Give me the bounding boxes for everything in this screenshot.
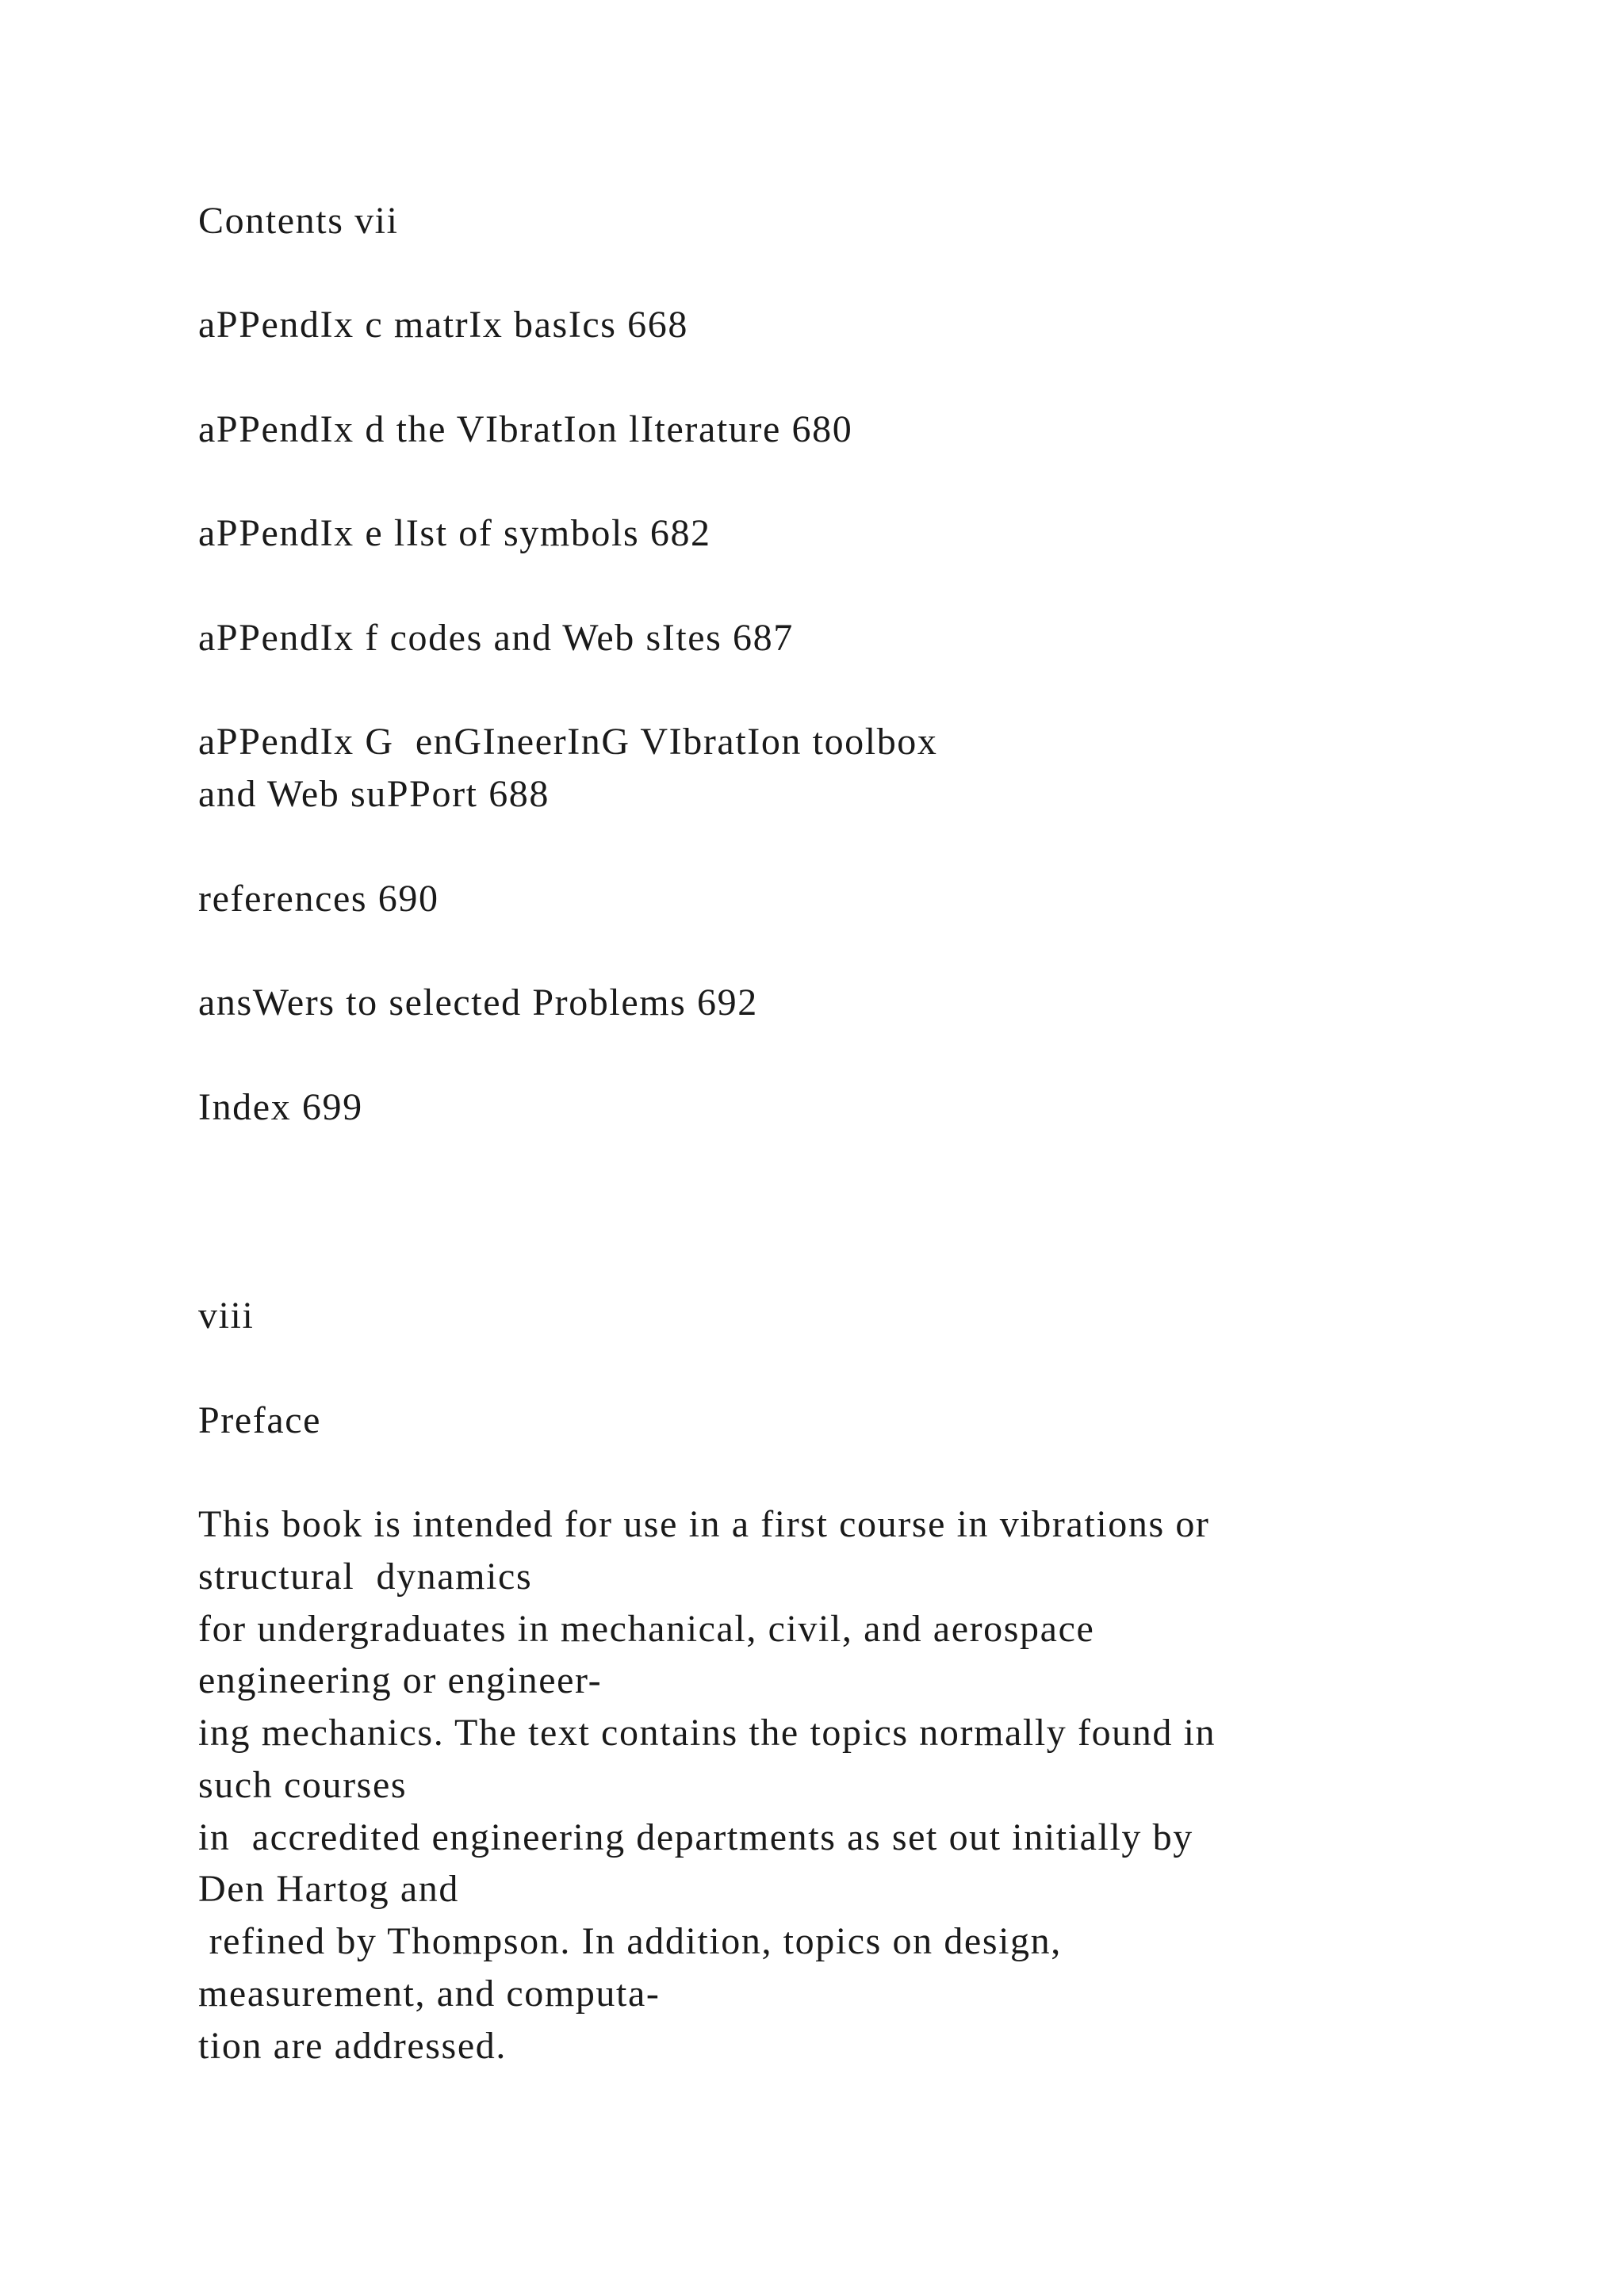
preface-line: measurement, and computa- [198, 1973, 661, 2015]
preface-line: ing mechanics. The text contains the topics normally found in [198, 1712, 1216, 1754]
preface-line: such courses [198, 1764, 408, 1806]
toc-entry-appendix-e: aPPendIx e lIst of symbols 682 [198, 512, 711, 554]
preface-line: Den Hartog and [198, 1868, 459, 1910]
preface-line: structural dynamics [198, 1556, 533, 1598]
contents-header: Contents vii [198, 200, 399, 242]
page-number: viii [198, 1295, 255, 1337]
preface-title: Preface [198, 1399, 322, 1441]
toc-entry-appendix-g: aPPendIx G enGIneerInG VIbratIon toolbox [198, 721, 938, 763]
toc-entry-appendix-g-continued: and Web suPPort 688 [198, 773, 550, 815]
toc-entry-appendix-f: aPPendIx f codes and Web sItes 687 [198, 617, 794, 659]
preface-line: This book is intended for use in a first course in vibrations or [198, 1503, 1210, 1545]
toc-entry-references: references 690 [198, 878, 439, 920]
toc-entry-appendix-c: aPPendIx c matrIx basIcs 668 [198, 304, 688, 346]
preface-line: for undergraduates in mechanical, civil, and aerospace [198, 1608, 1095, 1650]
preface-line: engineering or engineer- [198, 1659, 603, 1701]
preface-line: in accredited engineering departments as set out initially by [198, 1816, 1193, 1858]
toc-entry-index: Index 699 [198, 1086, 363, 1128]
preface-line: tion are addressed. [198, 2025, 507, 2067]
preface-line: refined by Thompson. In addition, topics on design, [198, 1920, 1062, 1962]
toc-entry-appendix-d: aPPendIx d the VIbratIon lIterature 680 [198, 408, 853, 450]
toc-entry-answers: ansWers to selected Problems 692 [198, 982, 758, 1024]
